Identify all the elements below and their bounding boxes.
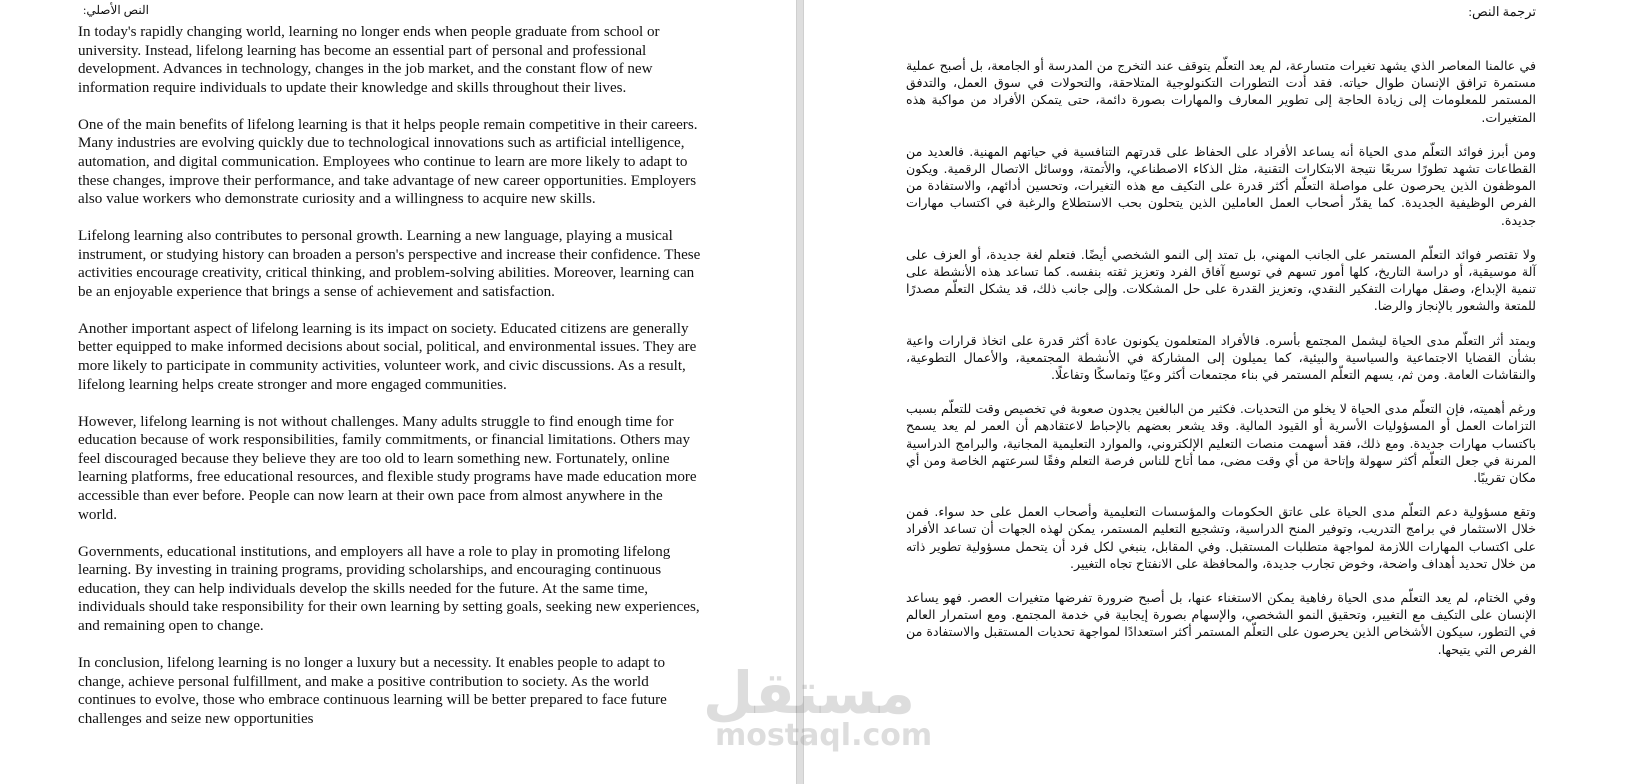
original-text-body: [78, 23, 703, 747]
translation-paragraph-6: وتقع مسؤولية دعم التعلّم مدى الحياة على عاتق الحكومات والمؤسسات التعليمية وأصحاب العمل على حد سواء. فمن خلال الاستثمار في برامج التدريب، وتوفير المنح الدراسية، وتشجيع التعليم المستمر، يمكن لهذه الجهات أن تساعد الأفراد على اكتساب المهارات اللازمة لمواجهة متطلبات المستقبل. وفي المقابل، ينبغي لكل فرد أن يتحمل مسؤولية تطوير ذاته من خلال تحديد أهداف واضحة، وخوض تجارب جديدة، والمحافظة على الانفتاح تجاه التغيير.: [906, 504, 1536, 571]
original-paragraph-1: In today's rapidly changing world, learning no longer ends when people graduate from school or university. Instead, lifelong learning has become an essential part of personal and professional development. Advances in technology, changes in the job market, and the constant flow of new information require individuals to update their knowledge and skills throughout their lives.: [78, 24, 660, 96]
translation-paragraph-1: في عالمنا المعاصر الذي يشهد تغيرات متسارعة، لم يعد التعلّم يتوقف عند التخرج من المدرسة أو الجامعة، بل أصبح عملية مستمرة ترافق الإنسان طوال حياته. فقد أدت التطورات التكنولوجية المتلاحقة، والتحولات في سوق العمل، والتدفق المستمر للمعلومات إلى زيادة الحاجة إلى تطوير المعارف والمهارات بصورة دائمة، حتى يتمكن الأفراد من مواكبة هذه المتغيرات.: [906, 58, 1536, 125]
original-paragraph-4: Another important aspect of lifelong learning is its impact on society. Educated citizens are generally better equipped to make informed decisions about social, political, and environmental issues. They are more likely to participate in community activities, volunteer work, and civic discussions. As a result, lifelong learning helps create stronger and more engaged communities.: [78, 320, 697, 393]
original-text-page: [0, 0, 796, 784]
translation-paragraph-3: ولا تقتصر فوائد التعلّم المستمر على الجانب المهني، بل تمتد إلى النمو الشخصي أيضًا. فتعلم لغة جديدة، أو العزف على آلة موسيقية، أو دراسة التاريخ، كلها أمور تسهم في توسيع آفاق الفرد وتعزيز ثقته بنفسه. كما تساعد هذه الأنشطة على تنمية الإبداع، وصقل مهارات التفكير النقدي، وتعزيز القدرة على حل المشكلات. وإلى جانب ذلك، قد يشكل التعلّم مصدرًا للمتعة والشعور بالإنجاز والرضا.: [906, 246, 1536, 314]
page-gutter: [796, 0, 804, 784]
original-paragraph-5: However, lifelong learning is not without challenges. Many adults struggle to find enough time for education because of work responsibilities, family commitments, or financial limitations. Others may feel discouraged because they believe they are too old to learn something new. Fortunately, online learning platforms, free educational resources, and flexible study programs have made education more accessible than ever before. People can now learn at their own pace from almost anywhere in the world.: [78, 413, 697, 523]
translation-paragraph-5: ورغم أهميته، فإن التعلّم مدى الحياة لا يخلو من التحديات. فكثير من البالغين يجدون صعوبة في تخصيص وقت للتعلّم بسبب التزامات العمل أو المسؤوليات الأسرية أو القيود المالية. وقد يشعر بعضهم بالإحباط لاعتقادهم أن العمر لم يعد يسمح باكتساب مهارات جديدة. ومع ذلك، فقد أسهمت منصات التعليم الإلكتروني، والموارد التعليمية المجانية، والبرامج الدراسية المرنة في جعل التعلّم أكثر سهولة وإتاحة من أي وقت مضى، مما أتاح للناس فرصة التعلم وفقًا لسرعتهم الخاصة ومن أي مكان تقريبًا.: [906, 401, 1536, 486]
translation-body: [906, 57, 1536, 675]
original-paragraph-3: Lifelong learning also contributes to personal growth. Learning a new language, playing a musical instrument, or studying history can broaden a person's perspective and increase their confidence. These activities encourage creativity, critical thinking, and problem-solving abilities. Moreover, learning can be an enjoyable experience that brings a sense of achievement and satisfaction.: [78, 228, 701, 300]
watermark-text: mostaql.com: [715, 718, 933, 753]
translation-page: [804, 0, 1631, 784]
watermark-logo: مستقل: [702, 659, 915, 727]
translation-paragraph-7: وفي الختام، لم يعد التعلّم مدى الحياة رفاهية يمكن الاستغناء عنها، بل أصبح ضرورة تفرضها متغيرات العصر. فهو يساعد الإنسان على التكيف مع التغيير، وتحقيق النمو الشخصي، والإسهام بصورة إيجابية في خدمة المجتمع. ومع استمرار العالم في التطور، سيكون الأشخاص الذين يحرصون على التعلّم المستمر أكثر استعدادًا لمواجهة تحديات المستقبل والاستفادة من الفرص التي يتيحها.: [906, 590, 1536, 657]
original-paragraph-2: One of the main benefits of lifelong learning is that it helps people remain competitive in their careers. Many industries are evolving quickly due to technological innovations such as artificial intelligence, automation, and digital communication. Employees who continue to learn are more likely to adapt to these changes, improve their performance, and take advantage of new career opportunities. Employers also value workers who demonstrate curiosity and a willingness to acquire new skills.: [78, 116, 698, 208]
translation-label: ترجمة النص:: [1468, 4, 1536, 19]
translation-paragraph-2: ومن أبرز فوائد التعلّم مدى الحياة أنه يساعد الأفراد على الحفاظ على قدرتهم التنافسية في حياتهم المهنية. فالعديد من القطاعات تشهد تطورًا سريعًا نتيجة الابتكارات التقنية، مثل الذكاء الاصطناعي، والأتمتة، ووسائل الاتصال الرقمية. ويكون الموظفون الذين يحرصون على مواصلة التعلّم أكثر قدرة على التكيف مع هذه التغيرات، وتحسين أدائهم، والاستفادة من الفرص الوظيفية الجديدة. كما يقدّر أصحاب العمل العاملين الذين يتحلون بحب الاستطلاع والرغبة في اكتساب مهارات جديدة.: [906, 143, 1536, 228]
translation-paragraph-4: ويمتد أثر التعلّم مدى الحياة ليشمل المجتمع بأسره. فالأفراد المتعلمون يكونون عادة أكثر قدرة على اتخاذ قرارات واعية بشأن القضايا الاجتماعية والسياسية والبيئية، كما يميلون إلى المشاركة في الأنشطة المجتمعية، والأعمال التطوعية، والنقاشات العامة. ومن ثم، يسهم التعلّم المستمر في بناء مجتمعات أكثر وعيًا وتماسكًا وتفاعلًا.: [906, 332, 1536, 383]
original-text-label: النص الأصلي:: [83, 3, 149, 17]
original-paragraph-7: In conclusion, lifelong learning is no longer a luxury but a necessity. It enables people to adapt to change, achieve personal fulfillment, and make a positive contribution to society. As the world continues to evolve, those who embrace continuous learning will be better prepared to face future challenges and seize new opportunities: [78, 654, 667, 727]
original-paragraph-6: Governments, educational institutions, and employers all have a role to play in promoting lifelong learning. By investing in training programs, providing scholarships, and encouraging continuous education, they can help individuals develop the skills needed for the future. At the same time, individuals should take responsibility for their own learning by setting goals, seeking new experiences, and remaining open to change.: [78, 543, 700, 634]
